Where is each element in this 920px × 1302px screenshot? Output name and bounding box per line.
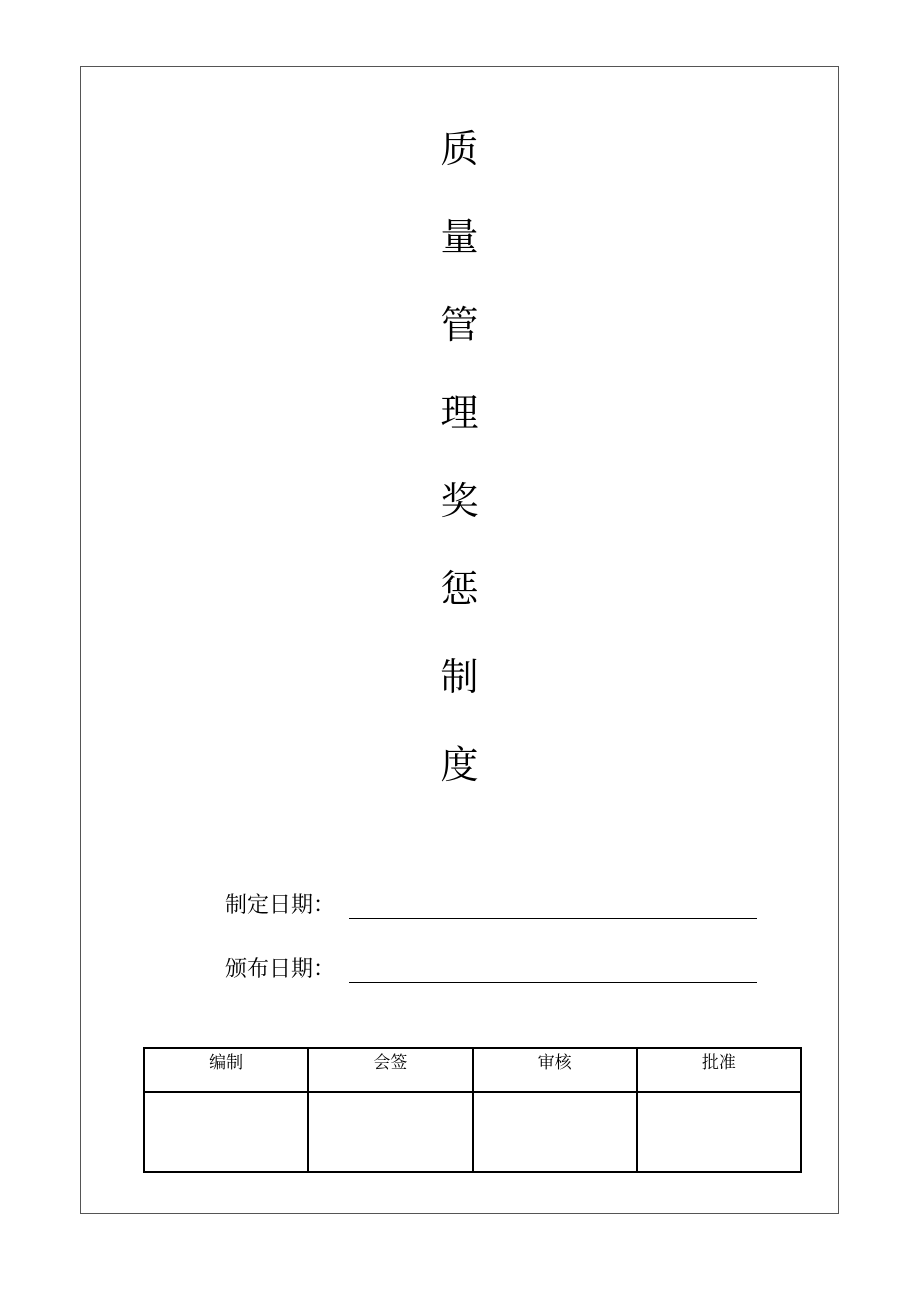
page-frame [80, 66, 839, 1214]
title-char: 管 [440, 303, 479, 347]
title-char: 量 [440, 215, 479, 259]
promulgation-date-field[interactable] [349, 982, 757, 983]
title-char: 奖 [440, 479, 479, 523]
header-reviewed: 审核 [473, 1048, 637, 1092]
title-char: 质 [440, 127, 479, 171]
approval-table [143, 1047, 802, 1173]
signature-cell-reviewed[interactable] [473, 1092, 637, 1172]
approval-signature-row [144, 1092, 801, 1172]
header-countersigned: 会签 [308, 1048, 472, 1092]
signature-cell-countersigned[interactable] [308, 1092, 472, 1172]
document-title [81, 67, 838, 1213]
formulation-date-field[interactable] [349, 918, 757, 919]
formulation-date-row [225, 883, 765, 923]
title-char: 惩 [440, 567, 479, 611]
signature-cell-compiled[interactable] [144, 1092, 308, 1172]
promulgation-date-label: 颁布日期： [225, 957, 336, 982]
header-approved: 批准 [637, 1048, 801, 1092]
formulation-date-label: 制定日期： [225, 893, 336, 918]
signature-cell-approved[interactable] [637, 1092, 801, 1172]
title-char: 度 [440, 743, 479, 787]
title-char: 理 [440, 391, 479, 435]
promulgation-date-row [225, 947, 765, 987]
header-compiled: 编制 [144, 1048, 308, 1092]
approval-header-row [144, 1048, 801, 1092]
title-char: 制 [440, 655, 479, 699]
